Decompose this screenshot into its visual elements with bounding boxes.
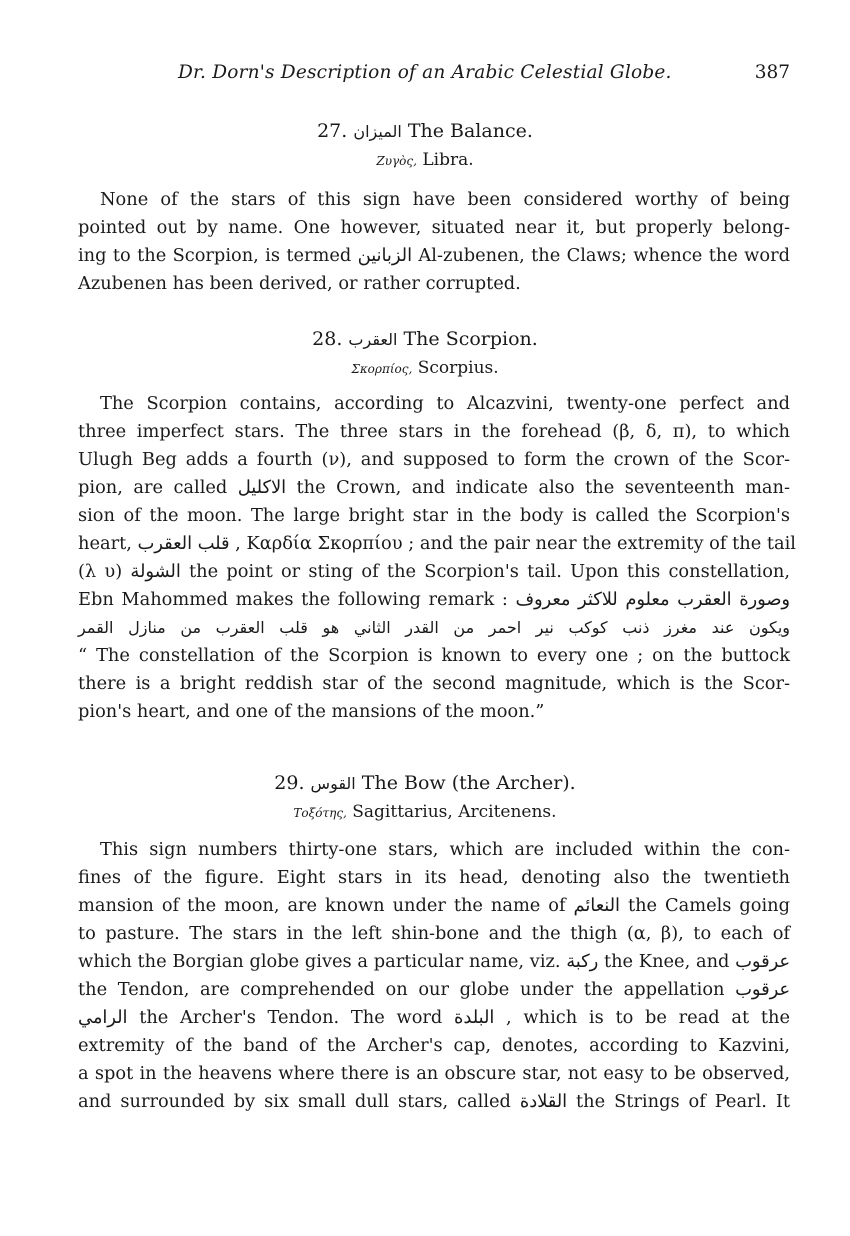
section-heading-29	[0, 772, 850, 794]
section-subheading-27	[0, 150, 850, 170]
text-line: three imperfect stars. The three stars in the forehead (β, δ, π), to which	[78, 421, 790, 442]
text-line: there is a bright reddish star of the second magnitude, which is the Scor-	[78, 673, 790, 694]
section-28-paragraph	[78, 390, 796, 726]
arabic-quote-line: ويكون عند مغرز ذنب كوكب نير احمر من القدر الثاني هو قلب العقرب من منازل القمر	[78, 618, 790, 637]
greek-name: Τοξότης,	[293, 806, 347, 820]
text-line: “ The constellation of the Scorpion is known to every one ; on the buttock	[78, 645, 790, 666]
section-27-paragraph	[78, 186, 790, 298]
text-line: fines of the figure. Eight stars in its head, denoting also the twentieth	[78, 867, 790, 888]
section-subheading-29	[0, 802, 850, 822]
latin-name: Libra.	[422, 150, 474, 170]
latin-name: Scorpius.	[417, 358, 499, 378]
section-arabic-name: الميزان	[353, 122, 402, 141]
section-title: The Balance.	[407, 120, 533, 142]
text-line: a spot in the heavens where there is an obscure star, not easy to be observed,	[78, 1063, 790, 1084]
greek-name: Σκορπίος,	[351, 362, 413, 376]
text-line: pointed out by name. One however, situated near it, but properly belong-	[78, 217, 790, 238]
page-number: 387	[754, 62, 790, 83]
text-line: pion's heart, and one of the mansions of the moon.”	[78, 701, 545, 722]
greek-name: Ζυγὸς,	[376, 154, 417, 168]
text-line: heart, قلب العقرب , Καρδία Σκορπίου ; and the pair near the extremity of the tail	[78, 533, 796, 554]
text-line: The Scorpion contains, according to Alcazvini, twenty-one perfect and	[100, 393, 790, 414]
text-line: Ulugh Beg adds a fourth (ν), and supposed to form the crown of the Scor-	[78, 449, 790, 470]
text-line: Ebn Mahommed makes the following remark : وصورة العقرب معلوم للاكثر معروف	[78, 589, 790, 610]
text-line: to pasture. The stars in the left shin-bone and the thigh (α, β), to each of	[78, 923, 790, 944]
text-line: الرامي the Archer's Tendon. The word البلدة , which is to be read at the	[78, 1007, 790, 1028]
section-29-paragraph	[78, 836, 790, 1116]
latin-name: Sagittarius, Arcitenens.	[352, 802, 557, 822]
text-line: (λ υ) الشولة the point or sting of the Scorpion's tail. Upon this constellation,	[78, 561, 791, 582]
text-line: and surrounded by six small dull stars, called القلادة the Strings of Pearl. It	[78, 1091, 790, 1112]
text-line: the Tendon, are comprehended on our globe under the appellation عرقوب	[78, 979, 790, 1000]
section-arabic-name: القوس	[310, 774, 356, 793]
section-number: 28.	[312, 328, 343, 350]
text-line: Azubenen has been derived, or rather corrupted.	[78, 273, 521, 294]
running-head	[78, 62, 790, 90]
section-title: The Bow (the Archer).	[361, 772, 576, 794]
text-line: mansion of the moon, are known under the name of النعائم the Camels going	[78, 895, 790, 916]
text-line: extremity of the band of the Archer's cap, denotes, according to Kazvini,	[78, 1035, 790, 1056]
text-line: which the Borgian globe gives a particular name, viz. ركبة the Knee, and عرقوب	[78, 951, 790, 972]
text-line: This sign numbers thirty-one stars, which are included within the con-	[100, 839, 790, 860]
text-line: ing to the Scorpion, is termed الزبانين Al-zubenen, the Claws; whence the word	[78, 245, 790, 266]
section-number: 27.	[317, 120, 348, 142]
section-number: 29.	[274, 772, 305, 794]
section-subheading-28	[0, 358, 850, 378]
section-title: The Scorpion.	[403, 328, 538, 350]
text-line: None of the stars of this sign have been considered worthy of being	[100, 189, 790, 210]
section-heading-28	[0, 328, 850, 350]
text-line: pion, are called الاكليل the Crown, and indicate also the seventeenth man-	[78, 477, 790, 498]
text-line: sion of the moon. The large bright star in the body is called the Scorpion's	[78, 505, 790, 526]
running-title: Dr. Dorn's Description of an Arabic Celestial Globe.	[178, 62, 672, 83]
section-arabic-name: العقرب	[348, 330, 398, 349]
section-heading-27	[0, 120, 850, 142]
